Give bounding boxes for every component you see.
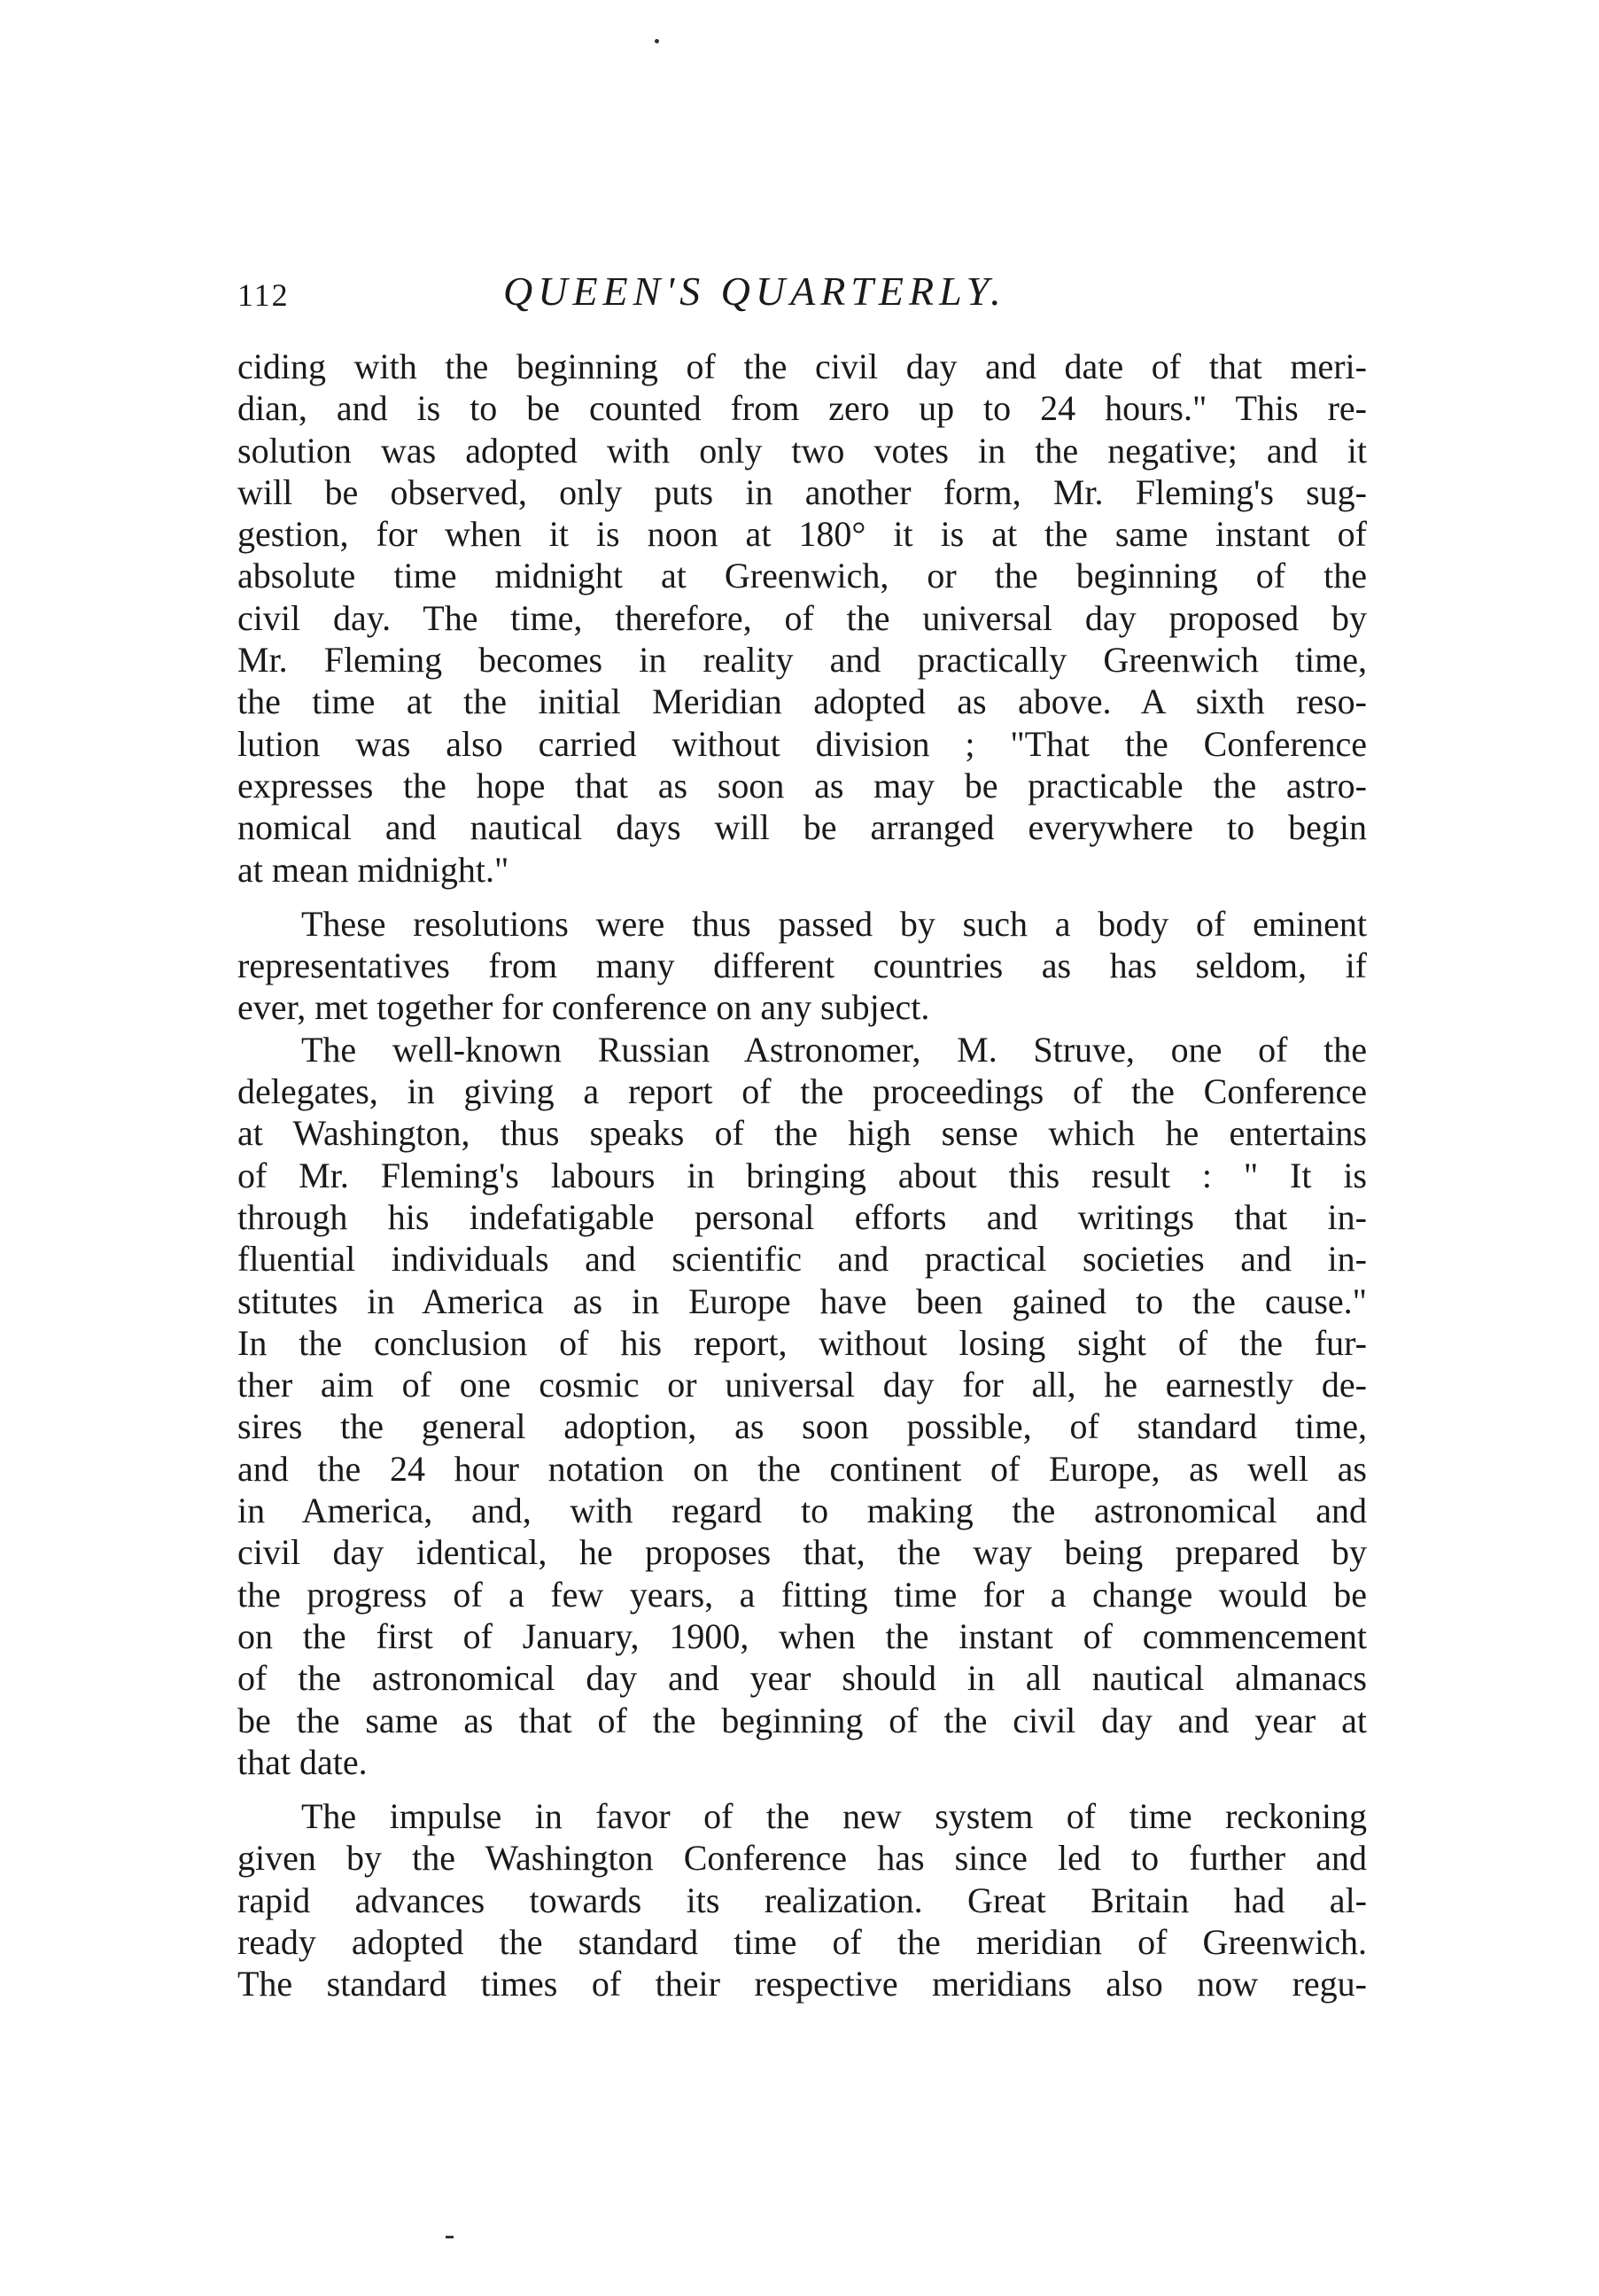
- text-line: on the first of January, 1900, when the instant of commencement: [237, 1615, 1367, 1656]
- page-header: [237, 268, 1371, 330]
- text-line: representatives from many different countries as has seldom, if: [237, 946, 1367, 986]
- paragraph: [237, 903, 1367, 1029]
- text-line: solution was adopted with only two votes in the negative; and it: [237, 430, 1367, 471]
- paragraph: [237, 346, 1367, 891]
- text-line: civil day identical, he proposes that, the way being prepared by: [237, 1532, 1367, 1573]
- text-line: ready adopted the standard time of the meridian of Greenwich.: [237, 1921, 1367, 1962]
- text-line: stitutes in America as in Europe have been gained to the cause.": [237, 1280, 1367, 1321]
- paragraph: [237, 1029, 1367, 1783]
- text-line: civil day. The time, therefore, of the universal day proposed by: [237, 597, 1367, 638]
- text-line: be the same as that of the beginning of the civil day and year at: [237, 1700, 1367, 1740]
- text-line: rapid advances towards its realization. Great Britain had al-: [237, 1880, 1367, 1920]
- body-text: [237, 346, 1367, 2005]
- text-line: lution was also carried without division ; "That the Conference: [237, 723, 1367, 764]
- paragraph-gap: [237, 1783, 1367, 1795]
- running-head: QUEEN'S QUARTERLY.: [503, 269, 1006, 314]
- text-line: of Mr. Fleming's labours in bringing about this result : " It is: [237, 1155, 1367, 1195]
- text-line: nomical and nautical days will be arranged everywhere to begin: [237, 807, 1367, 848]
- text-line: ther aim of one cosmic or universal day for all, he earnestly de-: [237, 1365, 1367, 1405]
- text-line: Mr. Fleming becomes in reality and practically Greenwich time,: [237, 640, 1367, 681]
- text-line: ciding with the beginning of the civil day and date of that meri-: [237, 346, 1367, 386]
- text-line: sires the general adoption, as soon possible, of standard time,: [237, 1406, 1367, 1447]
- paragraph: [237, 1795, 1367, 2004]
- text-line: These resolutions were thus passed by such a body of eminent: [301, 903, 1367, 944]
- text-line: at mean midnight.": [237, 849, 509, 890]
- text-line: at Washington, thus speaks of the high sense which he entertains: [237, 1113, 1367, 1154]
- text-line: that date.: [237, 1741, 368, 1782]
- text-line: In the conclusion of his report, without losing sight of the fur-: [237, 1322, 1367, 1363]
- printer-mark: [446, 2236, 454, 2238]
- text-line: expresses the hope that as soon as may be practicable the astro-: [237, 765, 1367, 806]
- text-line: the progress of a few years, a fitting time for a change would be: [237, 1574, 1367, 1615]
- text-line: The standard times of their respective meridians also now regu-: [237, 1964, 1367, 2004]
- text-line: The impulse in favor of the new system of time reckoning: [301, 1796, 1367, 1837]
- text-line: absolute time midnight at Greenwich, or the beginning of the: [237, 556, 1367, 596]
- text-line: in America, and, with regard to making the astronomical and: [237, 1490, 1367, 1531]
- text-line: will be observed, only puts in another form, Mr. Fleming's sug-: [237, 471, 1367, 512]
- text-line: through his indefatigable personal efforts and writings that in-: [237, 1196, 1367, 1237]
- text-line: gestion, for when it is noon at 180° it is at the same instant of: [237, 514, 1367, 555]
- text-line: the time at the initial Meridian adopted as above. A sixth reso-: [237, 681, 1367, 722]
- text-line: given by the Washington Conference has since led to further and: [237, 1838, 1367, 1879]
- text-line: The well-known Russian Astronomer, M. Struve, one of the: [301, 1029, 1367, 1070]
- text-line: and the 24 hour notation on the continent of Europe, as well as: [237, 1448, 1367, 1489]
- text-line: fluential individuals and scientific and practical societies and in-: [237, 1239, 1367, 1280]
- page-number: 112: [237, 277, 290, 313]
- text-line: dian, and is to be counted from zero up to 24 hours." This re-: [237, 388, 1367, 429]
- text-line: ever, met together for conference on any subject.: [237, 987, 930, 1028]
- text-line: delegates, in giving a report of the proceedings of the Conference: [237, 1071, 1367, 1112]
- paragraph-gap: [237, 891, 1367, 903]
- text-line: of the astronomical day and year should in all nautical almanacs: [237, 1658, 1367, 1699]
- printer-mark: [655, 39, 659, 43]
